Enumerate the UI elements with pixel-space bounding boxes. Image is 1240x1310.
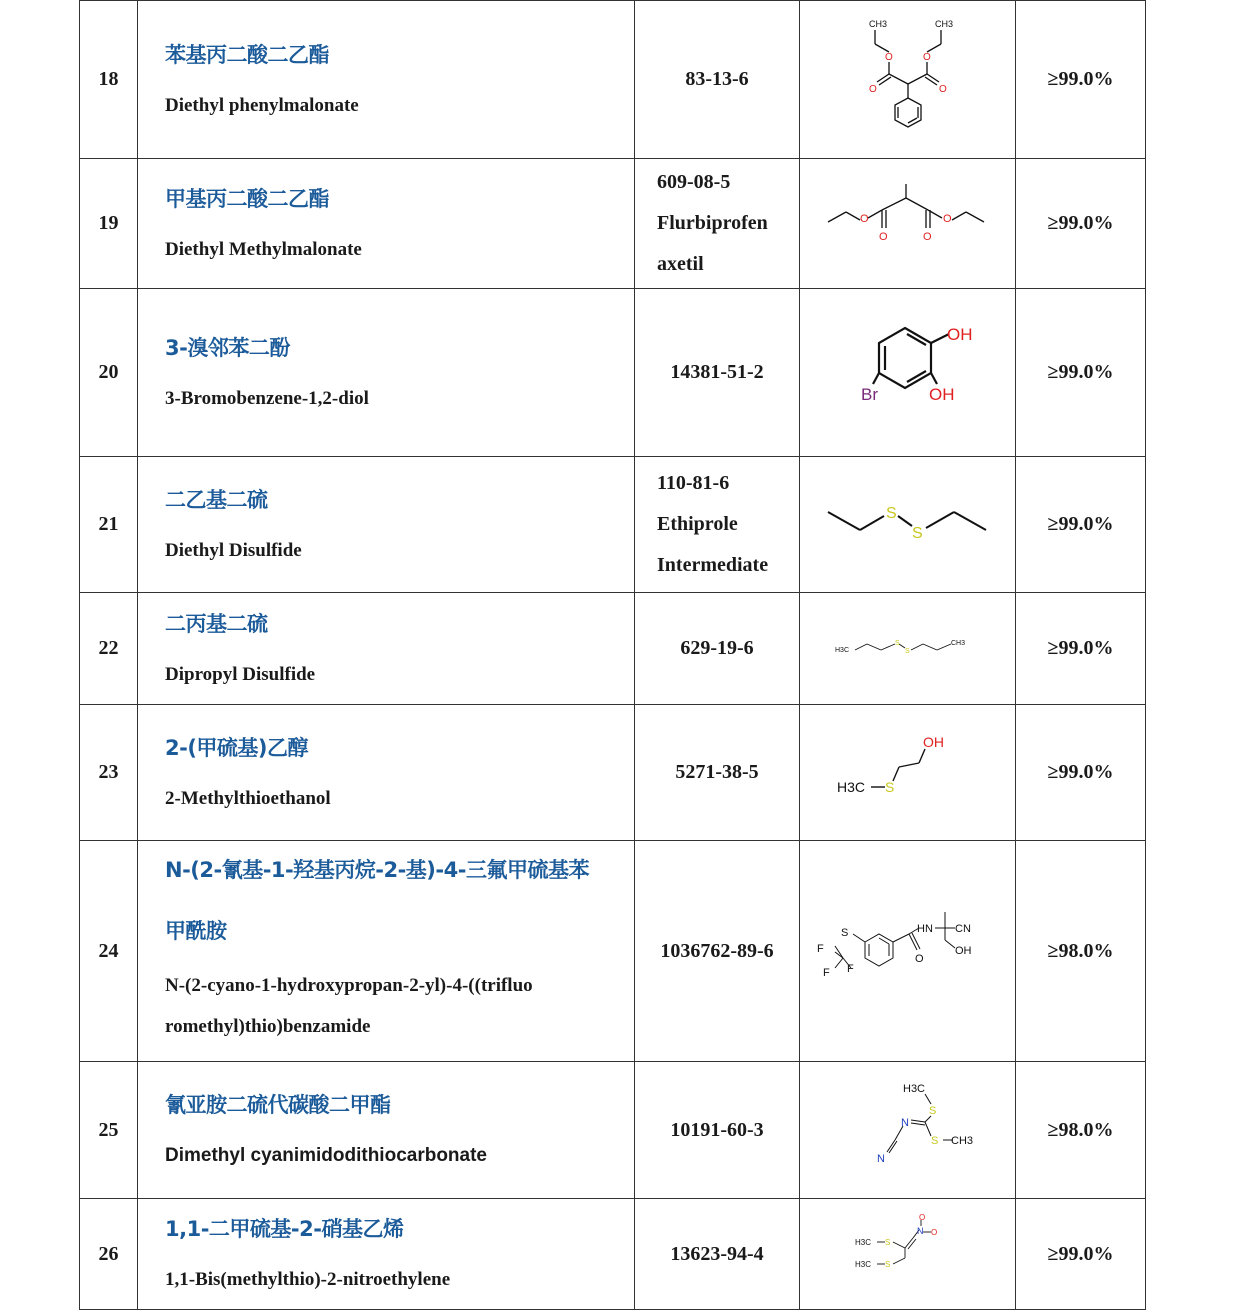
atom-label: N xyxy=(900,1117,909,1129)
product-name-cell xyxy=(138,593,635,705)
table-row xyxy=(80,705,1146,841)
structure-cell xyxy=(800,841,1016,1062)
cas-line: 110-81-6 xyxy=(657,472,730,494)
atom-label: F xyxy=(822,967,830,979)
cas-line: Ethiprole xyxy=(657,513,738,535)
atom-label: O xyxy=(914,953,924,965)
atom-label: O xyxy=(942,212,952,225)
cas-number: 10191-60-3 xyxy=(635,1062,800,1199)
atom-label: S xyxy=(930,1135,938,1147)
row-number: 18 xyxy=(80,1,138,159)
product-name-cell xyxy=(138,1062,635,1199)
english-name-line: romethyl)thio)benzamide xyxy=(165,1015,371,1037)
atom-label: S xyxy=(928,1105,936,1117)
atom-label: CH3 xyxy=(934,18,953,29)
row-number: 20 xyxy=(80,289,138,457)
atom-label: Br xyxy=(860,384,878,404)
atom-label: H3C xyxy=(854,1260,871,1269)
table-row xyxy=(80,289,1146,457)
table-row xyxy=(80,841,1146,1062)
atom-label: CN xyxy=(954,923,971,935)
purity-value: ≥98.0% xyxy=(1016,841,1146,1062)
structure-cell xyxy=(800,1,1016,159)
atom-label: O xyxy=(868,83,877,95)
cas-number: 1036762-89-6 xyxy=(635,841,800,1062)
atom-label: O xyxy=(859,212,869,225)
atom-label: CH3 xyxy=(950,1135,973,1147)
structure-cell xyxy=(800,457,1016,593)
cas-line: axetil xyxy=(657,253,704,275)
structure-cell xyxy=(800,593,1016,705)
atom-label: O xyxy=(884,51,893,63)
table-row xyxy=(80,457,1146,593)
structure-cell xyxy=(800,1199,1016,1310)
purity-value: ≥99.0% xyxy=(1016,705,1146,841)
structure-diagram xyxy=(818,500,998,550)
chinese-name: 3-溴邻苯二酚 xyxy=(165,335,290,360)
atom-label: OH xyxy=(928,384,954,404)
chinese-name: 氰亚胺二硫代碳酸二甲酯 xyxy=(165,1093,391,1117)
english-name: 2-Methylthioethanol xyxy=(165,787,331,809)
product-name-cell xyxy=(138,1199,635,1310)
row-number: 21 xyxy=(80,457,138,593)
atom-label: F xyxy=(846,963,854,975)
cas-line: 609-08-5 xyxy=(657,171,731,193)
atom-label: N xyxy=(876,1153,885,1165)
structure-cell xyxy=(800,289,1016,457)
atom-label: O xyxy=(878,230,888,243)
english-name: Diethyl phenylmalonate xyxy=(165,94,359,116)
english-name: 1,1-Bis(methylthio)-2-nitroethylene xyxy=(165,1269,451,1290)
atom-label: H3C xyxy=(836,778,865,795)
cas-number xyxy=(635,159,800,289)
row-number: 19 xyxy=(80,159,138,289)
english-name: Diethyl Disulfide xyxy=(165,539,302,561)
atom-label: S xyxy=(911,524,923,542)
cas-number: 5271-38-5 xyxy=(635,705,800,841)
row-number: 26 xyxy=(80,1199,138,1310)
chinese-name-continued: 甲酰胺 xyxy=(165,918,227,943)
purity-value: ≥99.0% xyxy=(1016,159,1146,289)
atom-label: O xyxy=(922,51,931,63)
atom-label: O xyxy=(922,230,932,243)
purity-value: ≥99.0% xyxy=(1016,289,1146,457)
product-table xyxy=(79,0,1146,1310)
atom-label: S xyxy=(884,1238,890,1247)
structure-diagram xyxy=(833,318,983,428)
table-row xyxy=(80,1062,1146,1199)
atom-label: H3C xyxy=(834,646,849,654)
table-row xyxy=(80,1,1146,159)
english-name xyxy=(165,965,624,1047)
atom-label: F xyxy=(816,943,824,955)
table-row xyxy=(80,593,1146,705)
atom-label: H3C xyxy=(902,1083,925,1095)
structure-diagram xyxy=(818,184,998,264)
structure-diagram xyxy=(813,906,1003,996)
cas-number xyxy=(635,457,800,593)
structure-cell xyxy=(800,1062,1016,1199)
structure-cell xyxy=(800,159,1016,289)
purity-value: ≥99.0% xyxy=(1016,593,1146,705)
cas-number: 13623-94-4 xyxy=(635,1199,800,1310)
purity-value: ≥99.0% xyxy=(1016,1,1146,159)
chinese-name: 二丙基二硫 xyxy=(165,611,268,636)
chinese-name: N-(2-氰基-1-羟基丙烷-2-基)-4-三氟甲硫基苯 xyxy=(165,857,589,882)
english-name: Dimethyl cyanimidodithiocarbonate xyxy=(165,1145,487,1166)
english-name: Diethyl Methylmalonate xyxy=(165,238,362,260)
chinese-name: 甲基丙二酸二乙酯 xyxy=(165,186,329,211)
structure-diagram xyxy=(833,10,983,150)
chinese-name: 苯基丙二酸二乙酯 xyxy=(165,42,329,67)
cas-number: 629-19-6 xyxy=(635,593,800,705)
purity-value: ≥99.0% xyxy=(1016,457,1146,593)
atom-label: O xyxy=(918,1214,925,1222)
atom-label: S xyxy=(904,647,910,655)
table-row xyxy=(80,1199,1146,1310)
atom-label: S xyxy=(885,504,897,522)
cas-line: Intermediate xyxy=(657,554,769,576)
atom-label: S xyxy=(840,927,848,939)
product-name-cell xyxy=(138,457,635,593)
product-name-cell xyxy=(138,705,635,841)
product-name-cell xyxy=(138,1,635,159)
atom-label: OH xyxy=(954,945,971,957)
structure-diagram xyxy=(833,733,983,813)
product-name-cell xyxy=(138,159,635,289)
atom-label: HN xyxy=(916,923,933,935)
atom-label: OH xyxy=(922,733,944,750)
atom-label: CH3 xyxy=(950,639,965,647)
structure-cell xyxy=(800,705,1016,841)
cas-line: Flurbiprofen xyxy=(657,212,768,234)
english-name: 3-Bromobenzene-1,2-diol xyxy=(165,387,369,409)
atom-label: S xyxy=(884,1260,890,1269)
chinese-name: 1,1-二甲硫基-2-硝基乙烯 xyxy=(165,1217,404,1241)
table-row xyxy=(80,159,1146,289)
cas-number: 14381-51-2 xyxy=(635,289,800,457)
structure-diagram xyxy=(833,634,983,664)
purity-value: ≥98.0% xyxy=(1016,1062,1146,1199)
atom-label: O xyxy=(930,1228,937,1237)
purity-value: ≥99.0% xyxy=(1016,1199,1146,1310)
chinese-name: 二乙基二硫 xyxy=(165,487,268,512)
atom-label: CH3 xyxy=(868,18,887,29)
chinese-name: 2-(甲硫基)乙醇 xyxy=(165,735,309,760)
atom-label: N xyxy=(916,1226,923,1236)
cas-number: 83-13-6 xyxy=(635,1,800,159)
row-number: 24 xyxy=(80,841,138,1062)
atom-label: OH xyxy=(946,324,972,344)
row-number: 23 xyxy=(80,705,138,841)
atom-label: H3C xyxy=(854,1238,871,1247)
product-name-cell xyxy=(138,289,635,457)
english-name-line: N-(2-cyano-1-hydroxypropan-2-yl)-4-((trifluo xyxy=(165,974,533,996)
row-number: 22 xyxy=(80,593,138,705)
english-name: Dipropyl Disulfide xyxy=(165,663,316,685)
row-number: 25 xyxy=(80,1062,138,1199)
atom-label: O xyxy=(938,83,947,95)
atom-label: S xyxy=(894,639,900,647)
atom-label: S xyxy=(884,778,894,795)
product-name-cell xyxy=(138,841,635,1062)
structure-diagram xyxy=(833,1214,983,1294)
structure-diagram xyxy=(833,1080,983,1180)
